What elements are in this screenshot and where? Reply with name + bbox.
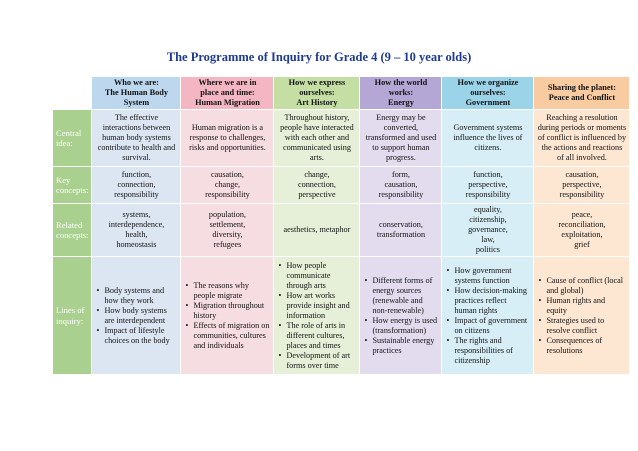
related-concept: population, xyxy=(208,210,246,220)
key-concept: causation, xyxy=(210,170,244,180)
list-item: • How people communicate through arts xyxy=(286,261,356,291)
central-idea-cell: Throughout history, people have interacted with each other and communicated using arts. xyxy=(274,110,360,167)
theme-header-line: The Human Body xyxy=(104,88,169,98)
key-concept: responsibility xyxy=(205,190,250,200)
related-concepts-cell xyxy=(360,204,442,257)
related-concepts-cell xyxy=(442,204,534,257)
theme-header-line: System xyxy=(123,98,150,108)
list-item: • Different forms of energy sources (renewable and non-renewable) xyxy=(372,276,438,316)
list-item: • Impact of lifestyle choices on the body xyxy=(104,326,177,346)
list-item: • Cause of conflict (local and global) xyxy=(546,276,626,296)
key-concept: causation, xyxy=(565,170,599,180)
key-concept: causation, xyxy=(384,180,418,190)
theme-header-line: Energy xyxy=(388,98,414,108)
key-concept: responsibility xyxy=(559,190,605,200)
related-concept: interdependence, xyxy=(108,220,165,230)
key-concept: perspective xyxy=(298,190,336,200)
list-item: • How body systems are interdependent xyxy=(104,306,177,326)
lines-list xyxy=(363,276,438,356)
theme-header-2 xyxy=(274,77,360,110)
lines-of-inquiry-row xyxy=(53,257,630,375)
related-concept: exploitation, xyxy=(561,230,603,240)
lines-of-inquiry-cell xyxy=(274,257,360,375)
related-concept: systems, xyxy=(122,210,151,220)
related-concepts-cell xyxy=(92,204,181,257)
list-item: • Sustainable energy practices xyxy=(372,336,438,356)
key-concepts-row xyxy=(53,167,630,204)
theme-header-line: ourselves: xyxy=(470,88,506,98)
list-item: • The rights and responsibilities of citizenship xyxy=(454,336,530,366)
key-concepts-cell xyxy=(360,167,442,204)
related-concept: grief xyxy=(574,240,590,250)
list-item: • The role of arts in different cultures, places and times xyxy=(286,321,356,351)
central-idea-cell: Reaching a resolution during periods or moments of conflict is influenced by the actions and reactions of all involved. xyxy=(534,110,630,167)
key-concepts-cell xyxy=(442,167,534,204)
theme-header-line: How we express xyxy=(288,78,346,87)
list-item: • Strategies used to resolve conflict xyxy=(546,316,626,336)
theme-header-line: ourselves: xyxy=(299,88,335,98)
related-concept: peace, xyxy=(571,210,593,220)
key-concept: responsibility xyxy=(465,190,511,200)
key-concept: connection, xyxy=(117,180,156,190)
theme-header-line: Government xyxy=(465,98,511,108)
related-concept: diversity, xyxy=(212,230,243,240)
header-row xyxy=(53,77,630,110)
key-concepts-cell xyxy=(534,167,630,204)
theme-header-line: How we organize xyxy=(457,78,519,87)
key-concept: function, xyxy=(473,170,503,180)
lines-list xyxy=(184,281,270,351)
related-concept: aesthetics, metaphor xyxy=(283,225,351,235)
related-concept: settlement, xyxy=(209,220,246,230)
lines-list xyxy=(277,261,356,371)
lines-of-inquiry-cell xyxy=(534,257,630,375)
related-concept: reconciliation, xyxy=(558,220,606,230)
related-concept: transformation xyxy=(376,230,426,240)
related-concept: homeostasis xyxy=(116,240,157,250)
central-idea-cell: The effective interactions between human body systems contribute to health and survival. xyxy=(92,110,181,167)
lines-of-inquiry-cell xyxy=(92,257,181,375)
page-title: The Programme of Inquiry for Grade 4 (9 – 10 year olds) xyxy=(166,50,472,64)
related-concept: refugees xyxy=(213,240,242,250)
related-concept: conservation, xyxy=(379,220,423,230)
central-idea-cell: Energy may be converted, transformed and used to support human progress. xyxy=(360,110,442,167)
key-concept: perspective, xyxy=(468,180,508,190)
lines-list xyxy=(537,276,626,356)
list-item: • Effects of migration on communities, cultures and individuals xyxy=(193,321,270,351)
key-concept: responsibility xyxy=(378,190,424,200)
lines-list xyxy=(445,266,530,366)
theme-header-line: Art History xyxy=(296,98,338,108)
key-concept: function, xyxy=(121,170,152,180)
theme-header-1 xyxy=(181,77,274,110)
related-concept: governance, xyxy=(468,225,508,235)
theme-header-3 xyxy=(360,77,442,110)
related-concept: law, xyxy=(481,235,495,245)
theme-header-line: Peace and Conflict xyxy=(548,93,616,103)
key-concepts-cell xyxy=(274,167,360,204)
list-item: • Development of art forms over time xyxy=(286,351,356,371)
lines-list xyxy=(95,286,177,346)
list-item: • How government systems function xyxy=(454,266,530,286)
related-concepts-row xyxy=(53,204,630,257)
row-label-related-concepts: Related concepts: xyxy=(53,204,92,257)
programme-table xyxy=(52,76,630,375)
theme-header-line: Where we are in xyxy=(198,78,257,87)
related-concept: citizenship, xyxy=(469,215,507,225)
key-concepts-cell xyxy=(92,167,181,204)
list-item: • Human rights and equity xyxy=(546,296,626,316)
theme-header-0 xyxy=(92,77,181,110)
theme-header-line: Sharing the planet: xyxy=(547,83,617,93)
lines-of-inquiry-cell xyxy=(442,257,534,375)
central-idea-row xyxy=(53,110,630,167)
key-concept: change, xyxy=(214,180,241,190)
list-item: • Body systems and how they work xyxy=(104,286,177,306)
related-concept: health, xyxy=(125,230,148,240)
theme-header-line: Human Migration xyxy=(195,98,260,108)
list-item: • How energy is used (transformation) xyxy=(372,316,438,336)
key-concept: form, xyxy=(391,170,410,180)
key-concept: connection, xyxy=(297,180,336,190)
key-concepts-cell xyxy=(181,167,274,204)
related-concept: equality, xyxy=(474,205,502,215)
theme-header-line: Who we are: xyxy=(113,78,159,87)
key-concept: perspective, xyxy=(562,180,602,190)
key-concept: responsibility xyxy=(114,190,159,200)
related-concept: politics xyxy=(475,245,500,255)
related-concepts-cell xyxy=(534,204,630,257)
central-idea-cell: Government systems influence the lives of citizens. xyxy=(442,110,534,167)
lines-of-inquiry-cell xyxy=(360,257,442,375)
list-item: • Impact of government on citizens xyxy=(454,316,530,336)
theme-header-4 xyxy=(442,77,534,110)
list-item: • The reasons why people migrate xyxy=(193,281,270,301)
lines-of-inquiry-cell xyxy=(181,257,274,375)
theme-header-line: works: xyxy=(388,88,414,98)
row-label-key-concepts: Key concepts: xyxy=(53,167,92,204)
row-label-lines-of-inquiry: Lines of inquiry: xyxy=(53,257,92,375)
theme-header-5 xyxy=(534,77,630,110)
theme-header-line: place and time: xyxy=(200,88,255,98)
central-idea-cell: Human migration is a response to challenges, risks and opportunities. xyxy=(181,110,274,167)
list-item: • Migration throughout history xyxy=(193,301,270,321)
related-concepts-cell xyxy=(274,204,360,257)
theme-header-line: How the world xyxy=(374,78,428,87)
corner-cell xyxy=(53,77,92,110)
list-item: • How decision-making practices reflect human rights xyxy=(454,286,530,316)
related-concepts-cell xyxy=(181,204,274,257)
key-concept: change, xyxy=(304,170,330,180)
list-item: • Consequences of resolutions xyxy=(546,336,626,356)
row-label-central-idea: Central idea: xyxy=(53,110,92,167)
list-item: • How art works provide insight and information xyxy=(286,291,356,321)
